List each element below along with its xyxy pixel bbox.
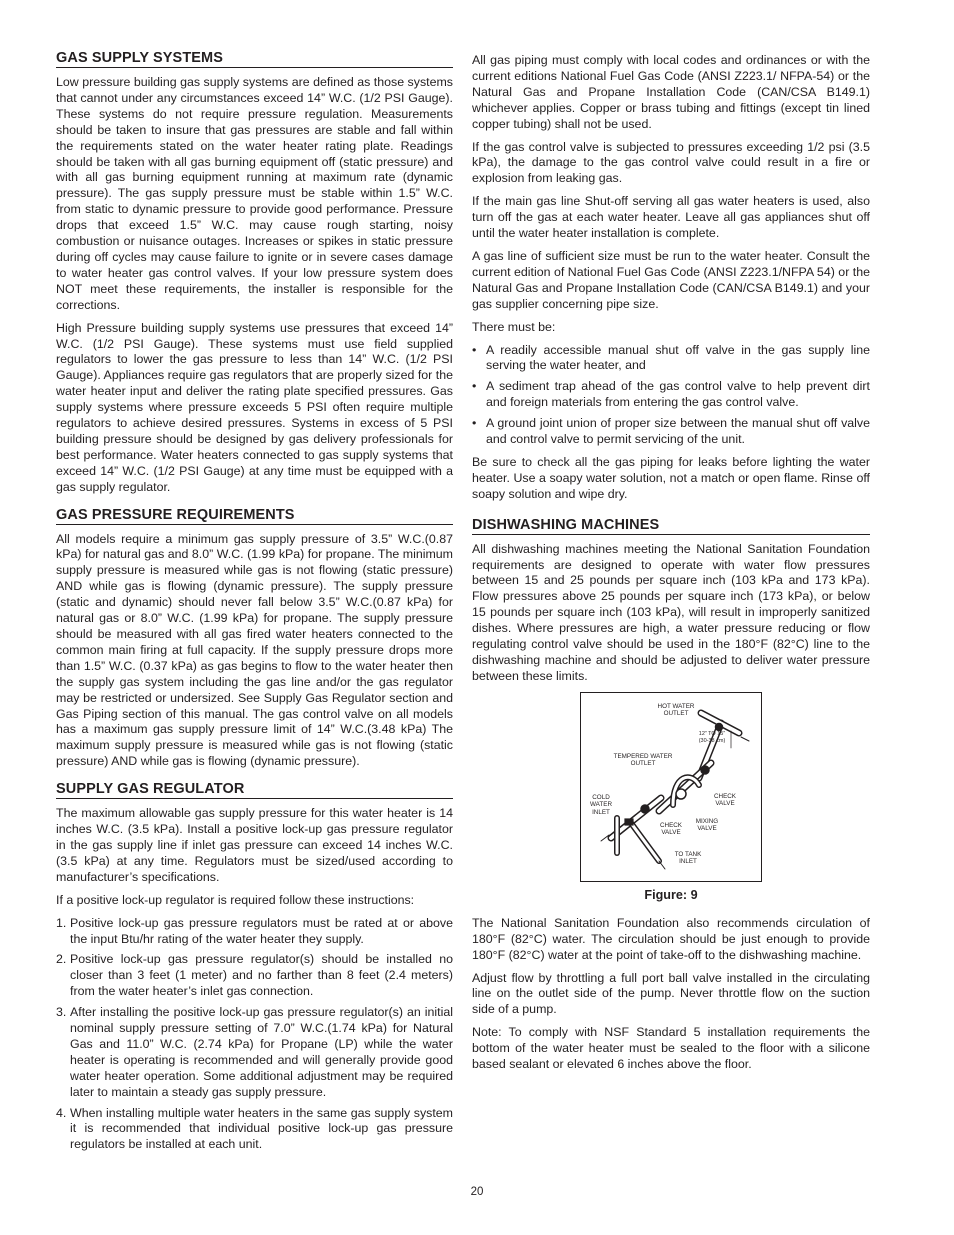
dishwashing-paragraph-2: The National Sanitation Foundation also recommends circulation of 180°F (82°C) water. The circulation should be just enough to provide 180°F (82°C) water at the point of take-off to the dishwashing machine. (472, 915, 870, 962)
regulator-instructions-list (56, 916, 453, 1154)
dishwashing-paragraph-3: Adjust flow by throttling a full port ball valve installed in the circulating line on the outlet side of the pump. Never throttle flow on the suction side of a pump. (472, 970, 870, 1017)
label-distance: 12” TO 15” (30-38 cm) (698, 730, 726, 745)
right-column (472, 53, 870, 1080)
label-to-tank-inlet: TO TANK INLET (674, 850, 702, 866)
list-item: • A readily accessible manual shut off valve in the gas supply line serving the water heater, and (472, 342, 870, 373)
list-item: 3. After installing the positive lock-up gas pressure regulator(s) an initial nominal supply pressure setting of 7.0” W.C.(1.74 kPa) for Natural Gas and 11.0” W.C. (2.74 kPa) for Propane (LP) while the water heater is operating is recommended and will generally provide good water heater operation. Some additional adjustment may be required later to maintain a steady gas supply pressure. (56, 1005, 453, 1099)
dishwashing-paragraph-1: All dishwashing machines meeting the National Sanitation Foundation requirements are designed to operate with water flow pressures between 15 and 25 pounds per square inch (103 kPa and 173 kPa). Flow pressures above 25 pounds per square inch (173 kPa), or below 15 pounds per square inch (103 kPa), will result in improperly sanitized dishes. Where pressures are high, a water pressure reducing or flow regulating control valve should be used in the 180°F (82°C) line to the dishwashing machine and should be adjusted to deliver water pressure between these limits. (472, 541, 870, 683)
piping-paragraph-5: There must be: (472, 319, 556, 334)
piping-paragraph-3: If the main gas line Shut-off serving all gas water heaters is used, also turn off the gas at each water heater. Leave all gas appliances shut off until the water heater installation is complete. (472, 194, 870, 241)
piping-paragraph-4: A gas line of sufficient size must be run to the water heater. Consult the current edition of National Fuel Gas Code (ANSI Z223.1/NFPA 54) or the Natural Gas and Propane Installation Code (CAN/CSA B149.1) and your gas supplier concerning pipe size. (472, 248, 870, 311)
piping-paragraph-6: Be sure to check all the gas piping for leaks before lighting the water heater. Use a soapy water solution, not a match or open flame. Rinse off soapy solution and wipe dry. (472, 454, 870, 501)
regulator-paragraph-1: The maximum allowable gas supply pressure for this water heater is 14 inches W.C. (3.5 kPa). Install a positive lock-up gas pressure regulator in the gas supply line if inlet gas pressure can exceed 14 inches W.C. (3.5 kPa) at any time. Regulators must be sized/used according to manufacturer’s specifications. (56, 806, 453, 884)
label-hot-water-outlet: HOT WATER OUTLET (657, 702, 695, 718)
figure-caption: Figure: 9 (644, 887, 698, 902)
page-number: 20 (470, 1186, 484, 1198)
list-item: 2. Positive lock-up gas pressure regulator(s) should be installed no closer than 3 feet (1 meter) and no farther than 8 feet (2.4 meters) from the water heater’s inlet gas connection. (56, 952, 453, 999)
gas-supply-paragraph-1: Low pressure building gas supply systems are defined as those systems that cannot under any circumstances exceed 14” W.C. (1/2 PSI Gauge). These systems do not require pressure regulation. Measurements should be taken to insure that gas pressures are stable and fall within the requirements stated on the water heater rating plate. Readings should be taken with all gas burning equipment off (static pressure) and with all gas burning equipment running at maximum rate (dynamic pressure). The gas supply pressure must be stable within 1.5” W.C. from static to dynamic pressure to provide good performance. Pressure drops that exceed 1.5” W.C. may cause rough starting, noisy combustion or nuisance outages. Increases or spikes in static pressure during off cycles may cause failure to ignite or in severe cases damage to water heater gas control valves. If your low pressure system does NOT meet these requirements, the installer is responsible for the corrections. (56, 75, 453, 312)
piping-paragraph-1: All gas piping must comply with local codes and ordinances or with the current editions National Fuel Gas Code (ANSI Z223.1/ NFPA-54) or the Natural Gas and Propane Installation Code (CAN/CSA B149.1) whichever applies. Copper or brass tubing and fittings (except tin lined copper tubing) shall not be used. (472, 53, 870, 131)
heading-gas-supply-systems: GAS SUPPLY SYSTEMS (56, 50, 453, 68)
gas-pressure-paragraph: All models require a minimum gas supply pressure of 3.5” W.C.(0.87 kPa) for natural gas and 8.0” W.C. (1.99 kPa) for propane. The minimum supply pressure is measured while gas is not flowing (static pressure) AND while gas is flowing (dynamic pressure). The supply pressure (static and dynamic) should never fall below 3.5” W.C.(0.87 kPa) for natural gas or 8.0” W.C. (1.99 kPa) for propane. The supply pressure should be measured with all gas fired water heaters connected to the common main firing at full capacity. If the supply pressure drops more than 1.5” W.C. (0.37 kPa) as gas begins to flow to the water heater then the supply gas system including the gas line and/or the gas regulator may be restricted or undersized. See Supply Gas Regulator section and Gas Piping section of this manual. The gas control valve on all models has a maximum gas supply pressure limit of 14” W.C.(3.48 kPa) The maximum supply pressure is measured while gas is not flowing (static pressure) AND while gas is flowing (dynamic pressure). (56, 531, 453, 769)
label-tempered-water-outlet: TEMPERED WATER OUTLET (613, 752, 673, 768)
piping-paragraph-2: If the gas control valve is subjected to pressures exceeding 1/2 psi (3.5 kPa), the damage to the gas control valve could result in a fire or explosion from leaking gas. (472, 139, 870, 186)
label-check-valve-right: CHECK VALVE (713, 792, 737, 808)
gas-supply-paragraph-2: High Pressure building supply systems use pressures that exceed 14” W.C. (1/2 PSI Gauge). These systems must use field supplied regulators to lower the gas pressure to less than 14” W.C. (1/2 PSI Gauge). Appliances require gas regulators that are properly sized for the water heater input and deliver the rating plate specified pressures. Gas supply systems where pressure exceeds 5 PSI often require multiple regulators to achieve desired pressures. Systems in excess of 5 PSI building pressure should be designed by gas delivery professionals for best performance. Water heaters connected to gas supply systems that exceed 14” W.C. (1/2 PSI Gauge) at any time must be equipped with a gas supply regulator. (56, 320, 453, 494)
label-cold-water-inlet: COLD WATER INLET (589, 793, 613, 816)
left-column (56, 50, 453, 1160)
list-item: • A sediment trap ahead of the gas control valve to help prevent dirt and foreign materials from entering the gas control valve. (472, 379, 870, 410)
heading-gas-pressure-requirements: GAS PRESSURE REQUIREMENTS (56, 507, 453, 525)
list-item: 1. Positive lock-up gas pressure regulators must be rated at or above the input Btu/hr rating of the water heater they supply. (56, 915, 453, 946)
heading-dishwashing-machines: DISHWASHING MACHINES (472, 517, 870, 535)
regulator-paragraph-2: If a positive lock-up regulator is required follow these instructions: (56, 892, 415, 907)
list-item: • A ground joint union of proper size between the manual shut off valve and control valve to permit servicing of the unit. (472, 416, 870, 447)
dishwashing-paragraph-4: Note: To comply with NSF Standard 5 installation requirements the bottom of the water heater must be sealed to the floor with a silicone based sealant or elevated 6 inches above the floor. (472, 1025, 870, 1072)
label-mixing-valve: MIXING VALVE (695, 817, 719, 833)
label-check-valve-left: CHECK VALVE (659, 821, 683, 837)
heading-supply-gas-regulator: SUPPLY GAS REGULATOR (56, 781, 453, 799)
mixing-valve-diagram (580, 692, 762, 882)
list-item: 4. When installing multiple water heaters in the same gas supply system it is recommended that individual positive lock-up gas pressure regulators be installed at each unit. (56, 1105, 453, 1152)
piping-requirements-list (472, 343, 870, 448)
